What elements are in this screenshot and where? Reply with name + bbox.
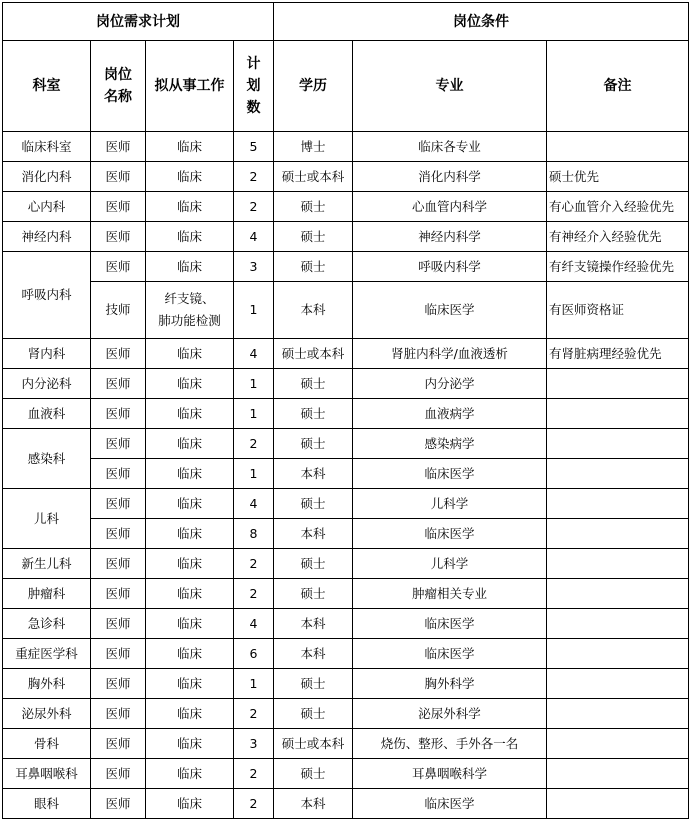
group-header-plan: 岗位需求计划	[3, 3, 274, 41]
cell-education: 博士	[274, 132, 353, 162]
cell-work: 临床	[146, 429, 234, 459]
cell-major: 肾脏内科学/血液透析	[353, 339, 547, 369]
cell-position: 医师	[91, 489, 146, 519]
cell-position: 医师	[91, 339, 146, 369]
cell-remark	[547, 489, 689, 519]
recruitment-table	[2, 2, 689, 819]
cell-count: 3	[234, 252, 274, 282]
column-header-work: 拟从事工作	[146, 41, 234, 132]
cell-position: 医师	[91, 222, 146, 252]
cell-major: 临床医学	[353, 609, 547, 639]
cell-education: 本科	[274, 519, 353, 549]
cell-dept: 耳鼻咽喉科	[3, 759, 91, 789]
cell-dept: 血液科	[3, 399, 91, 429]
cell-dept: 肾内科	[3, 339, 91, 369]
cell-dept: 眼科	[3, 789, 91, 819]
cell-remark	[547, 549, 689, 579]
table-row	[3, 519, 689, 549]
cell-work: 临床	[146, 699, 234, 729]
table-row	[3, 222, 689, 252]
cell-count: 1	[234, 399, 274, 429]
cell-dept: 消化内科	[3, 162, 91, 192]
cell-dept: 骨科	[3, 729, 91, 759]
cell-count: 3	[234, 729, 274, 759]
cell-major: 血液病学	[353, 399, 547, 429]
cell-education: 本科	[274, 282, 353, 339]
cell-remark	[547, 759, 689, 789]
cell-remark	[547, 519, 689, 549]
cell-remark: 硕士优先	[547, 162, 689, 192]
cell-work: 临床	[146, 759, 234, 789]
cell-dept: 儿科	[3, 489, 91, 549]
cell-education: 硕士	[274, 759, 353, 789]
cell-major: 心血管内科学	[353, 192, 547, 222]
cell-position: 医师	[91, 609, 146, 639]
table-row	[3, 282, 689, 339]
cell-major: 儿科学	[353, 489, 547, 519]
cell-position: 技师	[91, 282, 146, 339]
cell-education: 硕士	[274, 222, 353, 252]
cell-education: 硕士或本科	[274, 339, 353, 369]
cell-position: 医师	[91, 429, 146, 459]
cell-position: 医师	[91, 579, 146, 609]
cell-work: 临床	[146, 789, 234, 819]
cell-education: 硕士	[274, 429, 353, 459]
group-header-conditions: 岗位条件	[274, 3, 689, 41]
cell-major: 神经内科学	[353, 222, 547, 252]
cell-education: 硕士或本科	[274, 729, 353, 759]
cell-position: 医师	[91, 132, 146, 162]
cell-education: 硕士或本科	[274, 162, 353, 192]
cell-major: 临床医学	[353, 789, 547, 819]
cell-work: 临床	[146, 339, 234, 369]
cell-count: 4	[234, 489, 274, 519]
cell-education: 本科	[274, 639, 353, 669]
cell-work: 纤支镜、 肺功能检测	[146, 282, 234, 339]
column-header-dept: 科室	[3, 41, 91, 132]
cell-work: 临床	[146, 579, 234, 609]
cell-major: 烧伤、整形、手外各一名	[353, 729, 547, 759]
cell-remark	[547, 429, 689, 459]
column-header-remark: 备注	[547, 41, 689, 132]
cell-remark: 有肾脏病理经验优先	[547, 339, 689, 369]
cell-education: 硕士	[274, 252, 353, 282]
cell-position: 医师	[91, 699, 146, 729]
cell-education: 本科	[274, 789, 353, 819]
cell-remark	[547, 789, 689, 819]
cell-count: 6	[234, 639, 274, 669]
column-header-position: 岗位 名称	[91, 41, 146, 132]
cell-position: 医师	[91, 519, 146, 549]
cell-count: 5	[234, 132, 274, 162]
cell-position: 医师	[91, 729, 146, 759]
cell-position: 医师	[91, 399, 146, 429]
cell-work: 临床	[146, 549, 234, 579]
cell-dept: 临床科室	[3, 132, 91, 162]
cell-position: 医师	[91, 669, 146, 699]
cell-education: 硕士	[274, 699, 353, 729]
cell-count: 2	[234, 699, 274, 729]
cell-count: 4	[234, 609, 274, 639]
table-row	[3, 192, 689, 222]
cell-work: 临床	[146, 459, 234, 489]
table-row	[3, 549, 689, 579]
column-header-education: 学历	[274, 41, 353, 132]
table-row	[3, 669, 689, 699]
cell-position: 医师	[91, 639, 146, 669]
column-header-count: 计 划 数	[234, 41, 274, 132]
cell-work: 临床	[146, 669, 234, 699]
cell-major: 耳鼻咽喉科学	[353, 759, 547, 789]
cell-count: 2	[234, 549, 274, 579]
cell-dept: 心内科	[3, 192, 91, 222]
cell-remark	[547, 639, 689, 669]
cell-major: 临床医学	[353, 519, 547, 549]
cell-work: 临床	[146, 162, 234, 192]
cell-education: 硕士	[274, 192, 353, 222]
cell-count: 1	[234, 459, 274, 489]
cell-remark: 有纤支镜操作经验优先	[547, 252, 689, 282]
cell-remark	[547, 369, 689, 399]
cell-major: 肿瘤相关专业	[353, 579, 547, 609]
cell-work: 临床	[146, 222, 234, 252]
table-row	[3, 429, 689, 459]
cell-position: 医师	[91, 252, 146, 282]
cell-dept: 感染科	[3, 429, 91, 489]
table-row	[3, 399, 689, 429]
cell-education: 硕士	[274, 369, 353, 399]
cell-count: 4	[234, 222, 274, 252]
cell-position: 医师	[91, 549, 146, 579]
column-header-major: 专业	[353, 41, 547, 132]
table-row	[3, 459, 689, 489]
table-row	[3, 789, 689, 819]
cell-position: 医师	[91, 192, 146, 222]
table-row	[3, 729, 689, 759]
cell-remark	[547, 699, 689, 729]
cell-dept: 新生儿科	[3, 549, 91, 579]
table-row	[3, 369, 689, 399]
table-row	[3, 489, 689, 519]
cell-position: 医师	[91, 789, 146, 819]
cell-count: 2	[234, 429, 274, 459]
cell-work: 临床	[146, 132, 234, 162]
cell-count: 2	[234, 579, 274, 609]
cell-work: 临床	[146, 639, 234, 669]
table-row	[3, 162, 689, 192]
cell-dept: 急诊科	[3, 609, 91, 639]
cell-education: 硕士	[274, 579, 353, 609]
cell-position: 医师	[91, 459, 146, 489]
cell-work: 临床	[146, 192, 234, 222]
cell-remark	[547, 729, 689, 759]
cell-major: 泌尿外科学	[353, 699, 547, 729]
cell-remark	[547, 459, 689, 489]
cell-dept: 神经内科	[3, 222, 91, 252]
cell-work: 临床	[146, 519, 234, 549]
table-row	[3, 609, 689, 639]
cell-work: 临床	[146, 252, 234, 282]
table-row	[3, 339, 689, 369]
cell-dept: 内分泌科	[3, 369, 91, 399]
cell-dept: 胸外科	[3, 669, 91, 699]
cell-count: 8	[234, 519, 274, 549]
cell-education: 硕士	[274, 489, 353, 519]
cell-education: 本科	[274, 459, 353, 489]
column-header-row	[3, 41, 689, 132]
group-header-row	[3, 3, 689, 41]
cell-count: 2	[234, 789, 274, 819]
table-row	[3, 579, 689, 609]
cell-remark	[547, 399, 689, 429]
cell-position: 医师	[91, 759, 146, 789]
cell-count: 1	[234, 669, 274, 699]
cell-major: 临床各专业	[353, 132, 547, 162]
cell-work: 临床	[146, 609, 234, 639]
cell-position: 医师	[91, 369, 146, 399]
cell-major: 儿科学	[353, 549, 547, 579]
cell-count: 1	[234, 369, 274, 399]
cell-remark: 有神经介入经验优先	[547, 222, 689, 252]
cell-major: 临床医学	[353, 639, 547, 669]
table-row	[3, 699, 689, 729]
cell-work: 临床	[146, 489, 234, 519]
table-row	[3, 639, 689, 669]
cell-dept: 重症医学科	[3, 639, 91, 669]
cell-count: 2	[234, 192, 274, 222]
cell-major: 感染病学	[353, 429, 547, 459]
table-row	[3, 132, 689, 162]
cell-count: 4	[234, 339, 274, 369]
cell-work: 临床	[146, 729, 234, 759]
cell-work: 临床	[146, 399, 234, 429]
cell-remark	[547, 132, 689, 162]
cell-major: 临床医学	[353, 282, 547, 339]
cell-education: 硕士	[274, 549, 353, 579]
cell-education: 本科	[274, 609, 353, 639]
cell-education: 硕士	[274, 669, 353, 699]
cell-dept: 泌尿外科	[3, 699, 91, 729]
cell-count: 2	[234, 759, 274, 789]
cell-remark	[547, 609, 689, 639]
cell-major: 临床医学	[353, 459, 547, 489]
cell-position: 医师	[91, 162, 146, 192]
cell-dept: 肿瘤科	[3, 579, 91, 609]
cell-remark	[547, 669, 689, 699]
cell-work: 临床	[146, 369, 234, 399]
cell-remark	[547, 579, 689, 609]
cell-remark: 有医师资格证	[547, 282, 689, 339]
cell-remark: 有心血管介入经验优先	[547, 192, 689, 222]
table-row	[3, 252, 689, 282]
cell-dept: 呼吸内科	[3, 252, 91, 339]
cell-major: 消化内科学	[353, 162, 547, 192]
cell-major: 内分泌学	[353, 369, 547, 399]
cell-education: 硕士	[274, 399, 353, 429]
table-row	[3, 759, 689, 789]
cell-count: 2	[234, 162, 274, 192]
cell-major: 胸外科学	[353, 669, 547, 699]
cell-major: 呼吸内科学	[353, 252, 547, 282]
cell-count: 1	[234, 282, 274, 339]
